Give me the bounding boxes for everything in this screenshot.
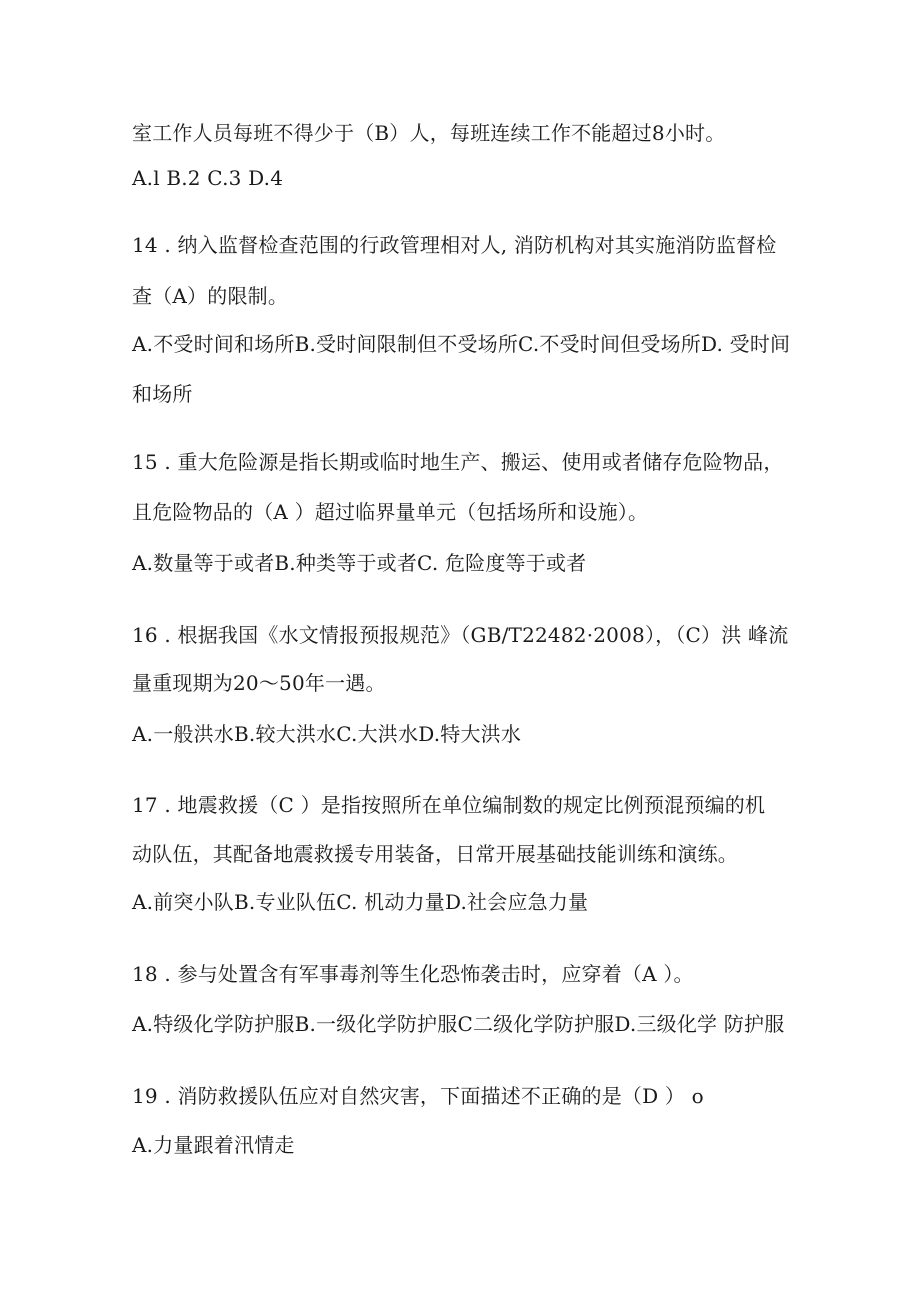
- question-18-text: 18 . 参与处置含有军事毒剂等生化恐怖袭击时，应穿着（A ）。: [132, 962, 694, 986]
- question-13-options: A.l B.2 C.3 D.4: [132, 166, 284, 190]
- question-14-text-cont: 查（A）的限制。: [132, 284, 289, 308]
- question-16-text-cont: 量重现期为20～50年一遇。: [132, 671, 386, 695]
- question-17-options: A.前突小队B.专业队伍C. 机动力量D.社会应急力量: [132, 890, 589, 914]
- question-16-options: A.一般洪水B.较大洪水C.大洪水D.特大洪水: [132, 722, 522, 746]
- question-15-text-cont: 且危险物品的（A ）超过临界量单元（包括场所和设施）。: [132, 500, 649, 524]
- question-18-options: A.特级化学防护服B.一级化学防护服C二级化学防护服D.三级化学 防护服: [132, 1012, 785, 1036]
- question-17-text: 17 . 地震救援（C ）是指按照所在单位编制数的规定比例预混预编的机: [132, 793, 766, 817]
- question-14-text: 14 . 纳入监督检查范围的行政管理相对人, 消防机构对其实施消防监督检: [132, 233, 777, 257]
- question-17-text-cont: 动队伍，其配备地震救援专用装备，日常开展基础技能训练和演练。: [132, 842, 738, 866]
- question-15-options: A.数量等于或者B.种类等于或者C. 危险度等于或者: [132, 551, 587, 575]
- question-15-text: 15 . 重大危险源是指长期或临时地生产、搬运、使用或者储存危险物品，: [132, 450, 784, 474]
- question-14-options-cont: 和场所: [132, 382, 193, 406]
- question-13-text-cont: 室工作人员每班不得少于（B）人，每班连续工作不能超过8小时。: [132, 121, 726, 145]
- question-16-text: 16 . 根据我国《水文情报预报规范》（GB/T22482·2008），（C）洪 峰流: [132, 623, 789, 647]
- question-19-text: 19 . 消防救援队伍应对自然灾害，下面描述不正确的是（D ） o: [132, 1084, 704, 1108]
- question-19-option-a: A.力量跟着汛情走: [132, 1133, 295, 1157]
- question-14-options: A.不受时间和场所B.受时间限制但不受场所C.不受时间但受场所D. 受时间: [132, 332, 791, 356]
